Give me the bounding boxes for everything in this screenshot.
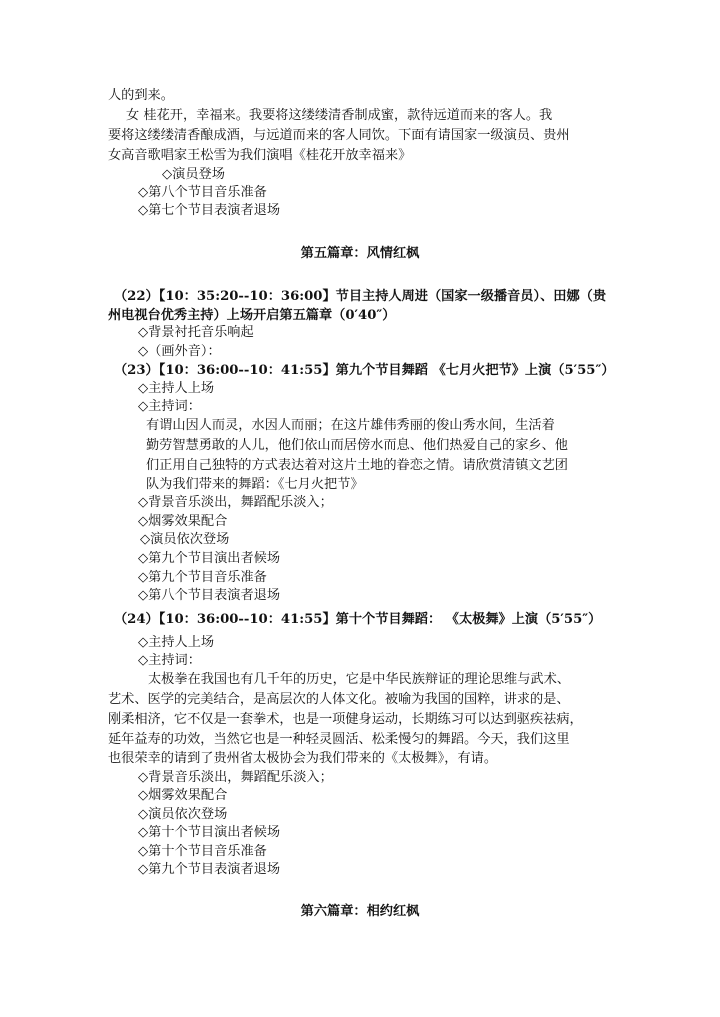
cue-item: ◇演员依次登场	[140, 532, 230, 547]
para-23-line: 勤劳智慧勇敢的人儿，他们依山而居傍水而息、他们热爱自己的家乡、他	[146, 438, 568, 453]
host-para-line: 女 桂花开，幸福来。我要将这缕缕清香制成蜜，款待远道而来的客人。我	[126, 108, 553, 123]
cue-item: ◇第十个节目音乐准备	[138, 844, 267, 859]
cue-item: ◇第八个节目表演者退场	[138, 588, 281, 603]
cue-item: ◇第八个节目音乐准备	[138, 185, 267, 200]
cue-item: ◇背景衬托音乐响起	[138, 325, 254, 340]
cue-item: ◇演员依次登场	[138, 807, 228, 822]
cue-item: ◇演员登场	[162, 167, 225, 182]
cue-item: ◇第九个节目表演者退场	[138, 862, 281, 877]
segment-22-line: 州电视台优秀主持）上场开启第五篇章（0′40″）	[108, 308, 396, 323]
cue-item: ◇（画外音）：	[138, 344, 221, 359]
segment-23-heading: （23）【10：36:00--10：41:55】第九个节目舞蹈 《七月火把节》上演（5′55″）	[114, 363, 615, 378]
para-24-line: 艺术、医学的完美结合，是高层次的人体文化。被喻为我国的国粹，讲求的是、	[108, 692, 570, 707]
para-24-line: 也很荣幸的请到了贵州省太极协会为我们带来的《太极舞》，有请。	[108, 751, 498, 766]
para-24-line: 延年益寿的功效，当然它也是一种轻灵圆活、松柔慢匀的舞蹈。今天，我们这里	[108, 732, 570, 747]
cue-item: ◇第九个节目音乐准备	[138, 570, 267, 585]
segment-22-line: （22）【10：35:20--10：36:00】节目主持人周进（国家一级播音员）、田娜（贵	[114, 289, 607, 304]
cue-item: ◇主持人上场	[138, 381, 215, 396]
cue-item: ◇主持词：	[138, 399, 201, 414]
cue-item: ◇烟雾效果配合	[138, 514, 228, 529]
host-para-line: 女高音歌唱家王松雪为我们演唱《桂花开放幸福来》	[108, 148, 412, 163]
cue-item: ◇烟雾效果配合	[138, 788, 228, 803]
intro-tail: 人的到来。	[108, 88, 174, 103]
cue-item: ◇第七个节目表演者退场	[138, 203, 281, 218]
host-para-line: 要将这缕缕清香酿成酒，与远道而来的客人同饮。下面有请国家一级演员、贵州	[108, 128, 570, 143]
para-23-line: 队为我们带来的舞蹈：《七月火把节》	[146, 477, 364, 492]
cue-item: ◇主持人上场	[138, 635, 215, 650]
chapter-5-title: 第五篇章：风情红枫	[300, 246, 420, 261]
chapter-6-title: 第六篇章：相约红枫	[300, 904, 420, 919]
cue-item: ◇主持词：	[138, 653, 201, 668]
para-23-line: 们正用自己独特的方式表达着对这片土地的眷恋之情。请欣赏清镇文艺团	[146, 458, 568, 473]
cue-item: ◇背景音乐淡出，舞蹈配乐淡入；	[138, 495, 333, 510]
para-24-line: 刚柔相济，它不仅是一套拳术，也是一项健身运动，长期练习可以达到驱疾祛病，	[108, 712, 583, 727]
para-23-line: 有谓山因人而灵，水因人而丽；在这片雄伟秀丽的俊山秀水间，生活着	[146, 418, 555, 433]
segment-24-heading: （24）【10：36:00--10：41:55】第十个节目舞蹈： 《太极舞》上演（5′55″）	[114, 612, 602, 627]
cue-item: ◇第十个节目演出者候场	[138, 825, 281, 840]
cue-item: ◇第九个节目演出者候场	[138, 551, 281, 566]
cue-item: ◇背景音乐淡出，舞蹈配乐淡入；	[138, 770, 333, 785]
para-24-line: 太极拳在我国也有几千年的历史，它是中华民族辩证的理论思维与武术、	[148, 672, 570, 687]
